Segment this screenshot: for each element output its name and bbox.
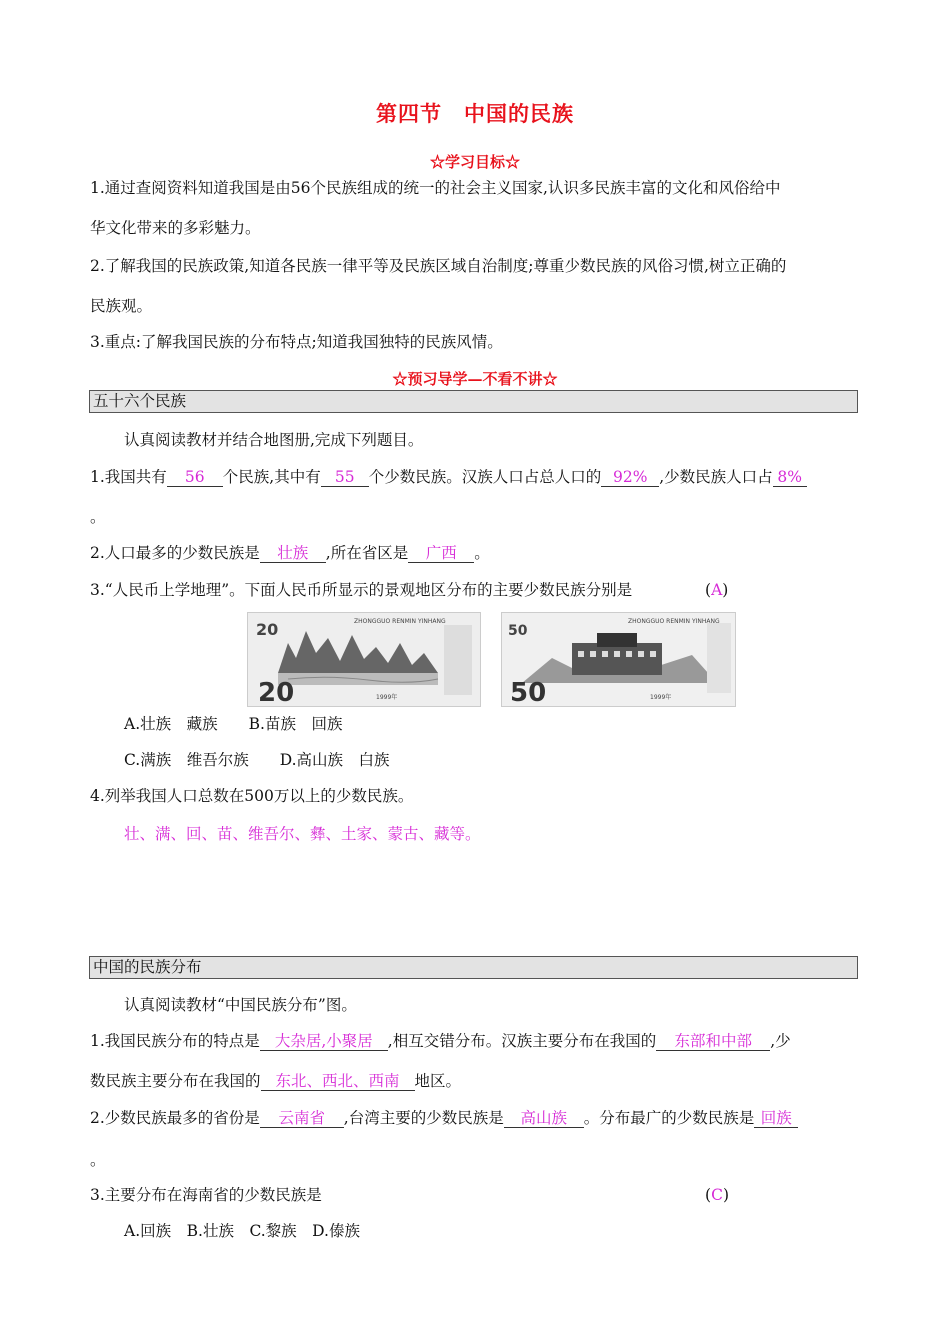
s2q2-text-1: 2.少数民族最多的省份是 — [90, 1109, 260, 1127]
s1-question-2 — [90, 543, 490, 563]
s2q1-text-3: ,少 — [770, 1032, 791, 1050]
s1-question-4: 4.列举我国人口总数在500万以上的少数民族。 — [90, 787, 414, 805]
s1q2-text-3: 。 — [474, 544, 490, 562]
section1-box-title: 五十六个民族 — [89, 390, 858, 413]
s2q3-options: A.回族 B.壮族 C.黎族 D.傣族 — [124, 1222, 360, 1240]
s2q2-answer-1: 云南省 — [260, 1109, 344, 1128]
s1q2-text-1: 2.人口最多的少数民族是 — [90, 544, 260, 562]
banknote-20-image — [247, 612, 481, 707]
objective-1-line-1: 1.通过查阅资料知道我国是由56个民族组成的统一的社会主义国家,认识多民族丰富的文化和风俗给中 — [90, 179, 781, 197]
s2q1-answer-3: 东北、西北、西南 — [261, 1072, 415, 1091]
s1q4-answer: 壮、满、回、苗、维吾尔、彝、土家、蒙古、藏等。 — [124, 825, 481, 843]
s1q2-answer-1: 壮族 — [260, 544, 326, 563]
banknote-20-illustration — [248, 613, 481, 707]
s2q2-answer-3: 回族 — [754, 1109, 798, 1128]
objective-1-line-2: 华文化带来的多彩魅力。 — [90, 219, 261, 237]
s2-question-1 — [90, 1031, 791, 1051]
s1q1-text-3: 个少数民族。汉族人口占总人口的 — [368, 468, 602, 486]
s1-question-3: 3.“人民币上学地理”。下面人民币所显示的景观地区分布的主要少数民族分别是 — [90, 581, 633, 599]
objective-3: 3.重点:了解我国民族的分布特点;知道我国独特的民族风情。 — [90, 333, 503, 351]
s1q3-answer-paren — [705, 580, 728, 600]
s1q1-text-1: 1.我国共有 — [90, 468, 167, 486]
bill20-bank-name: ZHONGGUO RENMIN YINHANG — [354, 618, 446, 625]
s1q1-answer-3: 92% — [601, 468, 659, 487]
bill20-year: 1999年 — [376, 694, 398, 701]
s2q3-paren-left: ( — [705, 1186, 712, 1204]
s2q1-text-1: 1.我国民族分布的特点是 — [90, 1032, 260, 1050]
s2q2-text-3: 。分布最广的少数民族是 — [583, 1109, 755, 1127]
s2q2-end: 。 — [90, 1151, 106, 1169]
s2q3-answer-paren — [705, 1185, 729, 1205]
bill50-value-large: 50 — [510, 678, 547, 707]
objective-2-line-2: 民族观。 — [90, 297, 153, 315]
s1q1-text-2: 个民族,其中有 — [222, 468, 321, 486]
s1q3-paren-left: ( — [705, 581, 712, 599]
s2q1-answer-2: 东部和中部 — [656, 1032, 770, 1051]
bill20-value-large: 20 — [258, 678, 295, 707]
bill20-value-small: 20 — [256, 620, 279, 639]
s1q3-options-1: A.壮族 藏族 B.苗族 回族 — [124, 715, 343, 733]
s1q2-answer-2: 广西 — [408, 544, 474, 563]
s2q2-text-2: ,台湾主要的少数民族是 — [343, 1109, 504, 1127]
s1q2-text-2: ,所在省区是 — [325, 544, 409, 562]
s1q1-answer-2: 55 — [321, 468, 369, 487]
section2-box-title: 中国的民族分布 — [89, 956, 858, 979]
s2q3-answer: C — [711, 1186, 723, 1204]
s2q3-paren-right: ) — [722, 1186, 729, 1204]
s2q2-answer-2: 高山族 — [504, 1109, 584, 1128]
s2-question-1-cont — [90, 1071, 461, 1091]
s1q1-answer-1: 56 — [167, 468, 223, 487]
bill50-year: 1999年 — [650, 694, 672, 701]
objective-2-line-1: 2.了解我国的民族政策,知道各民族一律平等及民族区域自治制度;尊重少数民族的风俗习惯,树立正确的 — [90, 257, 787, 275]
s2q1-text-5: 地区。 — [414, 1072, 462, 1090]
s1q1-answer-4: 8% — [773, 468, 807, 487]
banknote-50-image — [501, 612, 736, 707]
s2q1-text-2: ,相互交错分布。汉族主要分布在我国的 — [387, 1032, 657, 1050]
s1q3-answer: A — [711, 581, 723, 599]
bill50-bank-name: ZHONGGUO RENMIN YINHANG — [628, 618, 720, 625]
s1q3-options-2: C.满族 维吾尔族 D.高山族 白族 — [124, 751, 390, 769]
bill50-value-small: 50 — [508, 623, 528, 639]
s2q1-text-4: 数民族主要分布在我国的 — [90, 1072, 261, 1090]
objectives-heading: ☆学习目标☆ — [429, 153, 520, 171]
banknote-50-illustration — [502, 613, 736, 707]
s2-question-3: 3.主要分布在海南省的少数民族是 — [90, 1186, 322, 1204]
section2-intro: 认真阅读教材“中国民族分布”图。 — [124, 996, 357, 1014]
page-title: 第四节 中国的民族 — [376, 101, 574, 126]
s2-question-2 — [90, 1108, 798, 1128]
section1-intro: 认真阅读教材并结合地图册,完成下列题目。 — [124, 431, 424, 449]
s1q1-end: 。 — [90, 508, 106, 526]
s1q3-paren-right: ) — [722, 581, 729, 599]
preview-heading: ☆预习导学—不看不讲☆ — [392, 370, 558, 388]
s1-question-1 — [90, 467, 807, 487]
s2q1-answer-1: 大杂居,小聚居 — [260, 1032, 388, 1051]
s1q1-text-4: ,少数民族人口占 — [659, 468, 773, 486]
